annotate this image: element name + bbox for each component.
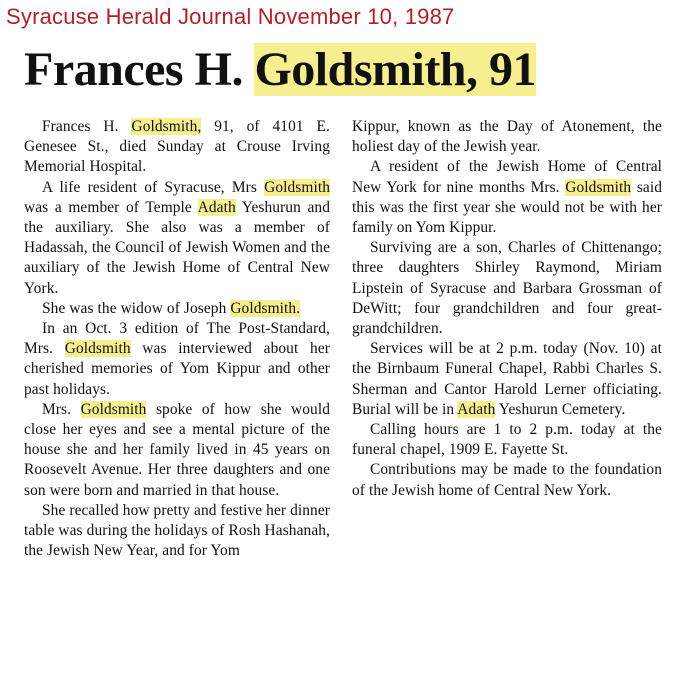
headline (24, 42, 536, 98)
text-segment: She recalled how pretty and festive her dinner table was during the holidays of Rosh Hashanah, the Jewish New Year, and for Yom (24, 501, 330, 560)
text-segment: 91, of 4101 E. Genesee St., died Sunday at Crouse Irving Memorial Hospital. (24, 118, 331, 176)
text-segment: Contributions may be made to the foundation of the Jewish home of Central New York. (352, 461, 662, 499)
article-paragraph (352, 238, 662, 339)
article-column-left (24, 117, 330, 561)
text-segment: A life resident of Syracuse, Mrs (42, 178, 265, 196)
text-segment: Yeshurun Cemetery. (495, 400, 626, 418)
text-segment: Frances H. (42, 118, 132, 135)
article-paragraph (24, 299, 330, 319)
highlighted-name: Goldsmith. (230, 299, 301, 317)
highlighted-name: Goldsmith, (131, 118, 202, 135)
article-paragraph (352, 339, 662, 420)
text-segment: She was the widow of Joseph (42, 299, 231, 317)
article-paragraph (352, 460, 662, 500)
article-paragraph (24, 400, 330, 501)
text-segment: said this was the first year she would not be with her family on Yom Kippur. (352, 178, 663, 237)
highlighted-name: Goldsmith (64, 340, 131, 358)
article-paragraph (24, 117, 330, 178)
text-segment: In an Oct. 3 edition of The Post-Standard, Mrs. (24, 320, 330, 358)
article-column-right (352, 117, 662, 501)
article-paragraph (24, 178, 330, 299)
article-paragraph (352, 117, 662, 157)
text-segment: Mrs. (42, 400, 81, 418)
highlighted-name: Adath (457, 400, 496, 418)
text-segment: was a member of Temple (24, 198, 198, 216)
headline-name: Frances H. (24, 43, 255, 96)
highlighted-name: Goldsmith (565, 178, 632, 196)
article-paragraph (352, 420, 662, 460)
text-segment: Calling hours are 1 to 2 p.m. today at the funeral chapel, 1909 E. Fayette St. (352, 421, 662, 459)
article-paragraph (352, 157, 662, 238)
text-segment: Kippur, known as the Day of Atonement, the holiest day of the Jewish year. (352, 118, 662, 156)
article-paragraph (24, 501, 330, 562)
text-segment: A resident of the Jewish Home of Central New York for nine months Mrs. (352, 158, 662, 196)
highlighted-name: Goldsmith (264, 178, 330, 196)
text-segment: Services will be at 2 p.m. today (Nov. 10) at the Birnbaum Funeral Chapel, Rabbi Charles S. Sherman and Cantor Harold Lerner officiating. Burial will be in (352, 340, 662, 418)
highlighted-name: Goldsmith (80, 400, 147, 418)
text-segment: was interviewed about her cherished memories of Yom Kippur and other past holidays. (24, 340, 330, 398)
headline-highlight: Goldsmith, 91 (254, 43, 536, 96)
article-paragraph (24, 319, 330, 400)
text-segment: spoke of how she would close her eyes and see a mental picture of the house she and her family lived in 45 years on Roosevelt Avenue. Her three daughters and one son were born and married in that house. (24, 400, 331, 499)
source-line: Syracuse Herald Journal November 10, 1987 (6, 4, 455, 29)
text-segment: Yeshurun and the auxiliary. She also was a member of Hadassah, the Council of Jewish Women and the auxiliary of the Jewish Home of Central New York. (24, 198, 330, 297)
text-segment: Surviving are a son, Charles of Chittenango; three daughters Shirley Raymond, Miriam Lipstein of Syracuse and Barbara Grossman of DeWitt; four grandchildren and four great-grandchildren. (352, 239, 662, 338)
highlighted-name: Adath (197, 198, 236, 216)
